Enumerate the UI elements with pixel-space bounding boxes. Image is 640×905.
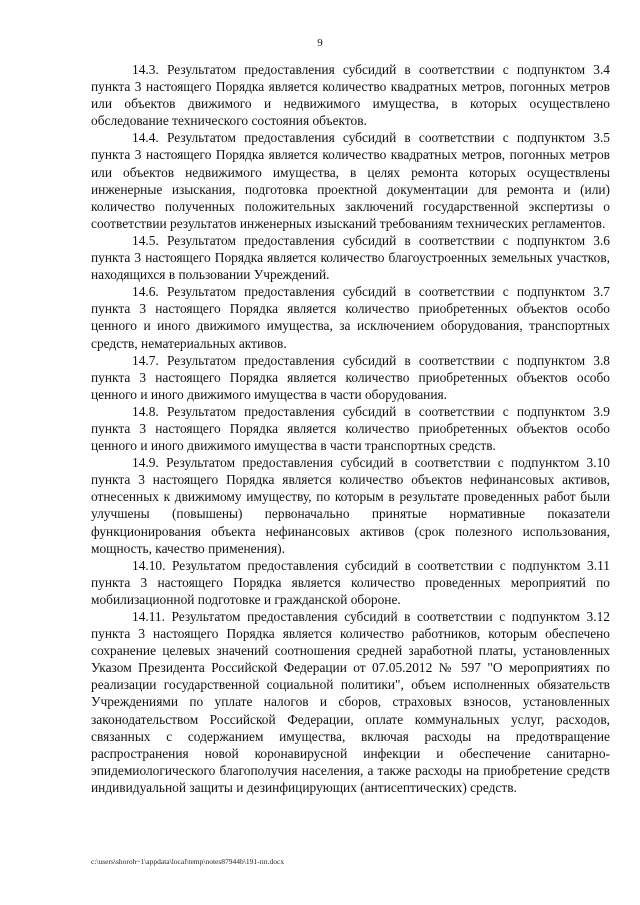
footer-file-path: c:\users\shoroh~1\appdata\local\temp\notes87944b\191-пп.docx (91, 857, 285, 866)
paragraph-14-5: 14.5. Результатом предоставления субсидий в соответствии с подпунктом 3.6 пункта 3 настоящего Порядка является количество благоустроенных земельных участков, находящихся в пользовании Учреждений. (91, 232, 610, 283)
paragraph-14-9: 14.9. Результатом предоставления субсидий в соответствии с подпунктом 3.10 пункта 3 настоящего Порядка является количество объектов нефинансовых активов, отнесенных к движимому имуществу, по которым в результате проведенных работ были улучшены (повышены) первоначально принятые нормативные показатели функционирования объекта нефинансовых активов (срок полезного использования, мощность, качество применения). (91, 455, 610, 556)
paragraph-14-11: 14.11. Результатом предоставления субсидий в соответствии с подпунктом 3.12 пункта 3 настоящего Порядка является количество работников, которым обеспечено сохранение целевых значений соотношения средней заработной платы, установленных Указом Президента Российской Федерации от 07.05.2012 № 597 "О мероприятиях по реализации государственной социальной политики", объем исполненных обязательств Учреждениями по уплате налогов и сборов, страховых взносов, установленных законодательством Российской Федерации, оплате коммунальных услуг, расходов, связанных с содержанием имущества, включая расходы на предотвращение распространения новой коронавирусной инфекции и обеспечение санитарно-эпидемиологического благополучия населения, а также расходы на приобретение средств индивидуальной защиты и дезинфицирующих (антисептических) средств. (91, 609, 610, 795)
paragraph-14-7: 14.7. Результатом предоставления субсидий в соответствии с подпунктом 3.8 пункта 3 настоящего Порядка является количество приобретенных объектов особо ценного и иного движимого имущества в части оборудования. (91, 352, 610, 402)
paragraph-14-10: 14.10. Результатом предоставления субсидий в соответствии с подпунктом 3.11 пункта 3 настоящего Порядка является количество проведенных мероприятий по мобилизационной подготовке и гражданской обороне. (91, 557, 610, 607)
paragraph-14-6: 14.6. Результатом предоставления субсидий в соответствии с подпунктом 3.7 пункта 3 настоящего Порядка является количество приобретенных объектов особо ценного и иного движимого имущества, за исключением оборудования, транспортных средств, нематериальных активов. (91, 284, 610, 351)
paragraph-14-3: 14.3. Результатом предоставления субсидий в соответствии с подпунктом 3.4 пункта 3 настоящего Порядка является количество квадратных метров, погонных метров или объектов движимого и недвижимого имущества, в которых осуществлено обследование технического состояния объектов. (91, 62, 610, 129)
document-body (91, 61, 610, 796)
paragraph-14-4: 14.4. Результатом предоставления субсидий в соответствии с подпунктом 3.5 пункта 3 настоящего Порядка является количество квадратных метров, погонных метров или объектов недвижимого имущества, в целях ремонта которых осуществлены инженерные изыскания, подготовка проектной документации для ремонта и (или) количество полученных положительных заключений государственной экспертизы о соответствии результатов инженерных изысканий требованиям технических регламентов. (91, 130, 610, 231)
page-number: 9 (317, 37, 323, 49)
paragraph-14-8: 14.8. Результатом предоставления субсидий в соответствии с подпунктом 3.9 пункта 3 настоящего Порядка является количество приобретенных объектов особо ценного и иного движимого имущества в части транспортных средств. (91, 403, 610, 454)
